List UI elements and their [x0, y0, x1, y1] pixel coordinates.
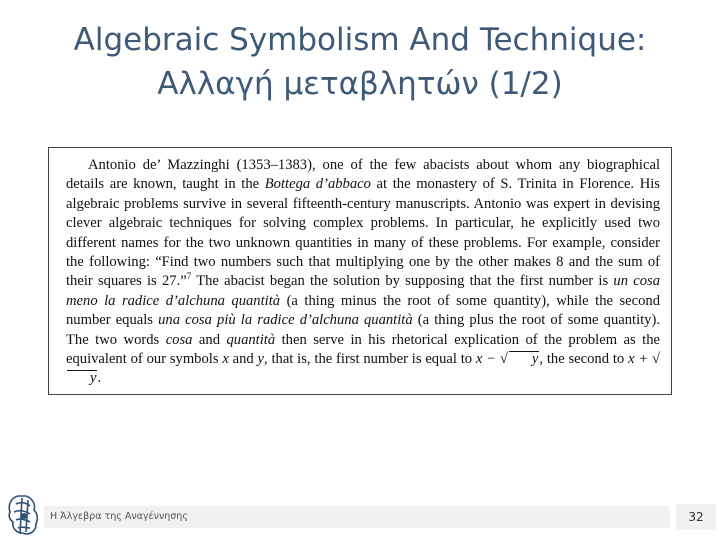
excerpt-text: , that is, the first number is equal to	[264, 351, 476, 368]
excerpt-text: and	[228, 351, 258, 368]
excerpt-text: (a thing minus the root of some quantity), while the second number equals	[66, 292, 661, 329]
excerpt-text: , the second to	[539, 351, 629, 368]
excerpt-emphasis: un cosa meno la radice d’alchuna quantità	[66, 273, 660, 309]
math-radicand: y	[67, 370, 97, 385]
excerpt-emphasis: una cosa più la radice d’alchuna quantità	[158, 312, 413, 329]
excerpt-text: .	[97, 370, 102, 387]
footnote-marker: 7	[186, 271, 192, 282]
excerpt-text: The abacist began the solution by supposing that the first number is	[191, 273, 614, 290]
slide-title	[20, 18, 700, 106]
excerpt-emphasis: Bottega d’abbaco	[264, 176, 371, 193]
math-expression: x − √	[475, 351, 508, 368]
page-number: 32	[676, 504, 716, 530]
excerpt-emphasis: cosa	[165, 331, 193, 348]
footer-title: Η Άλγεβρα της Αναγέννησης	[50, 511, 188, 522]
excerpt-paragraph	[66, 156, 660, 389]
title-line-1: Algebraic Symbolism And Technique:	[73, 22, 647, 58]
excerpt-text: Antonio de’ Mazzinghi (1353–1383), one of the few abacists about whom any biographical details are known, taught in the	[66, 157, 660, 193]
excerpt-text: at the monastery of S. Trinita in Florence. His algebraic problems survive in several fifteenth-century manuscripts. Antonio was expert in devising clever algebraic techniques for solving complex problems. In particular, he explicitly used two different names for the two unknown quantities in many of these problems. For example, consider the following: “Find two numbers such that multiplying one by the other makes 8 and the sum of their squares is 27.”	[66, 176, 660, 290]
excerpt-text: (a thing plus the root of some quantity). The two words	[66, 312, 660, 348]
excerpt-emphasis: quantità	[226, 331, 276, 348]
title-line-2: Αλλαγή μεταβλητών (1/2)	[157, 66, 563, 102]
book-excerpt	[48, 147, 672, 395]
excerpt-text: then serve in his rhetorical explication of the problem as the equivalent of our symbols	[66, 331, 661, 368]
university-logo-icon	[4, 490, 44, 538]
math-variable: y	[257, 351, 265, 368]
math-variable: x	[222, 351, 229, 368]
math-expression: x + √	[628, 351, 660, 368]
excerpt-text: and	[192, 331, 227, 348]
math-radicand: y	[509, 351, 539, 366]
